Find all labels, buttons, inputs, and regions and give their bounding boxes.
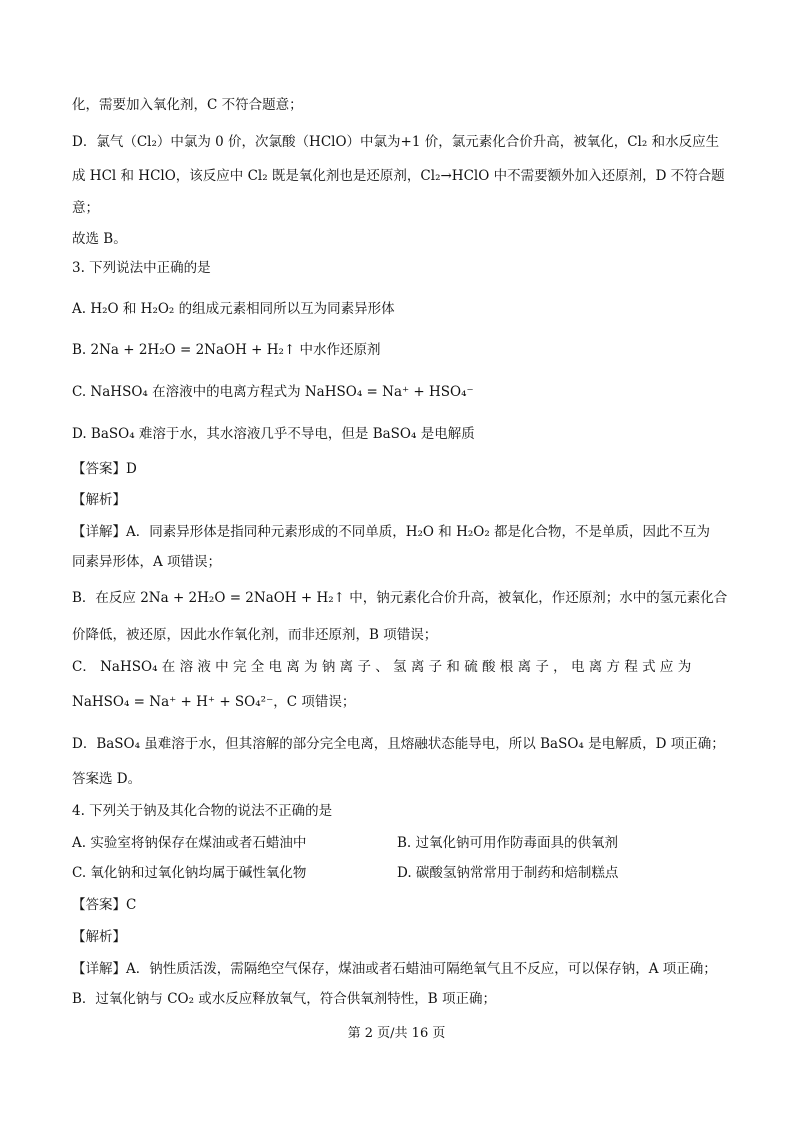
question-3-option-d: D. BaSO₄ 难溶于水，其水溶液几乎不导电，但是 BaSO₄ 是电解质 (72, 426, 475, 442)
text-line: B．在反应 2Na + 2H₂O = 2NaOH + H₂↑ 中，钠元素化合价升高，被氧化，作还原剂；水中的氢元素化合 (72, 590, 728, 606)
answer-label: 【答案】C (72, 897, 137, 913)
text-line: C． NaHSO₄ 在 溶 液 中 完 全 电 离 为 钠 离 子 、 氢 离 子 和 硫 酸 根 离 子 ， 电 离 方 程 式 应 为 (72, 659, 692, 675)
text-line: 同素异形体，A 项错误； (72, 554, 222, 570)
text-line: 故选 B。 (72, 231, 127, 247)
page-footer: 第 2 页/共 16 页 (347, 1026, 446, 1041)
question-4-stem: 4. 下列关于钠及其化合物的说法不正确的是 (72, 803, 333, 819)
text-line: NaHSO₄ = Na⁺ + H⁺ + SO₄²⁻，C 项错误； (72, 694, 356, 710)
text-line: D．BaSO₄ 虽难溶于水，但其溶解的部分完全电离，且熔融状态能导电，所以 BaSO₄ 是电解质，D 项正确； (72, 736, 725, 752)
question-3-option-b: B. 2Na + 2H₂O = 2NaOH + H₂↑ 中水作还原剂 (72, 342, 381, 358)
analysis-label: 【解析】 (72, 492, 126, 508)
text-line: 【详解】A．同素异形体是指同种元素形成的不同单质，H₂O 和 H₂O₂ 都是化合物，不是单质，因此不互为 (72, 524, 711, 540)
text-line: D．氯气（Cl₂）中氯为 0 价，次氯酸（HClO）中氯为+1 价，氯元素化合价升高，被氧化，Cl₂ 和水反应生 (72, 134, 720, 150)
text-line: 意； (72, 200, 99, 216)
text-line: 化，需要加入氧化剂，C 不符合题意； (72, 97, 303, 113)
answer-label: 【答案】D (72, 461, 137, 477)
text-line: 答案选 D。 (72, 771, 142, 787)
question-4-option-c: C. 氧化钠和过氧化钠均属于碱性氧化物 (72, 865, 307, 881)
question-4-option-d: D. 碳酸氢钠常常用于制药和焙制糕点 (397, 865, 619, 881)
text-line: 价降低，被还原，因此水作氧化剂，而非还原剂，B 项错误； (72, 627, 438, 643)
question-3-option-c: C. NaHSO₄ 在溶液中的电离方程式为 NaHSO₄ = Na⁺ + HSO₄⁻ (72, 384, 474, 400)
question-3-stem: 3. 下列说法中正确的是 (72, 260, 211, 276)
question-4-option-a: A. 实验室将钠保存在煤油或者石蜡油中 (72, 835, 307, 851)
text-line: 成 HCl 和 HClO，该反应中 Cl₂ 既是氧化剂也是还原剂，Cl₂→HClO 中不需要额外加入还原剂，D 不符合题 (72, 168, 725, 184)
question-3-option-a: A. H₂O 和 H₂O₂ 的组成元素相同所以互为同素异形体 (72, 301, 395, 317)
text-line: 【详解】A．钠性质活泼，需隔绝空气保存，煤油或者石蜡油可隔绝氧气且不反应，可以保存钠，A 项正确； (72, 961, 717, 977)
analysis-label: 【解析】 (72, 929, 126, 945)
question-4-option-b: B. 过氧化钠可用作防毒面具的供氧剂 (397, 835, 619, 851)
text-line: B．过氧化钠与 CO₂ 或水反应释放氧气，符合供氧剂特性，B 项正确； (72, 991, 497, 1007)
